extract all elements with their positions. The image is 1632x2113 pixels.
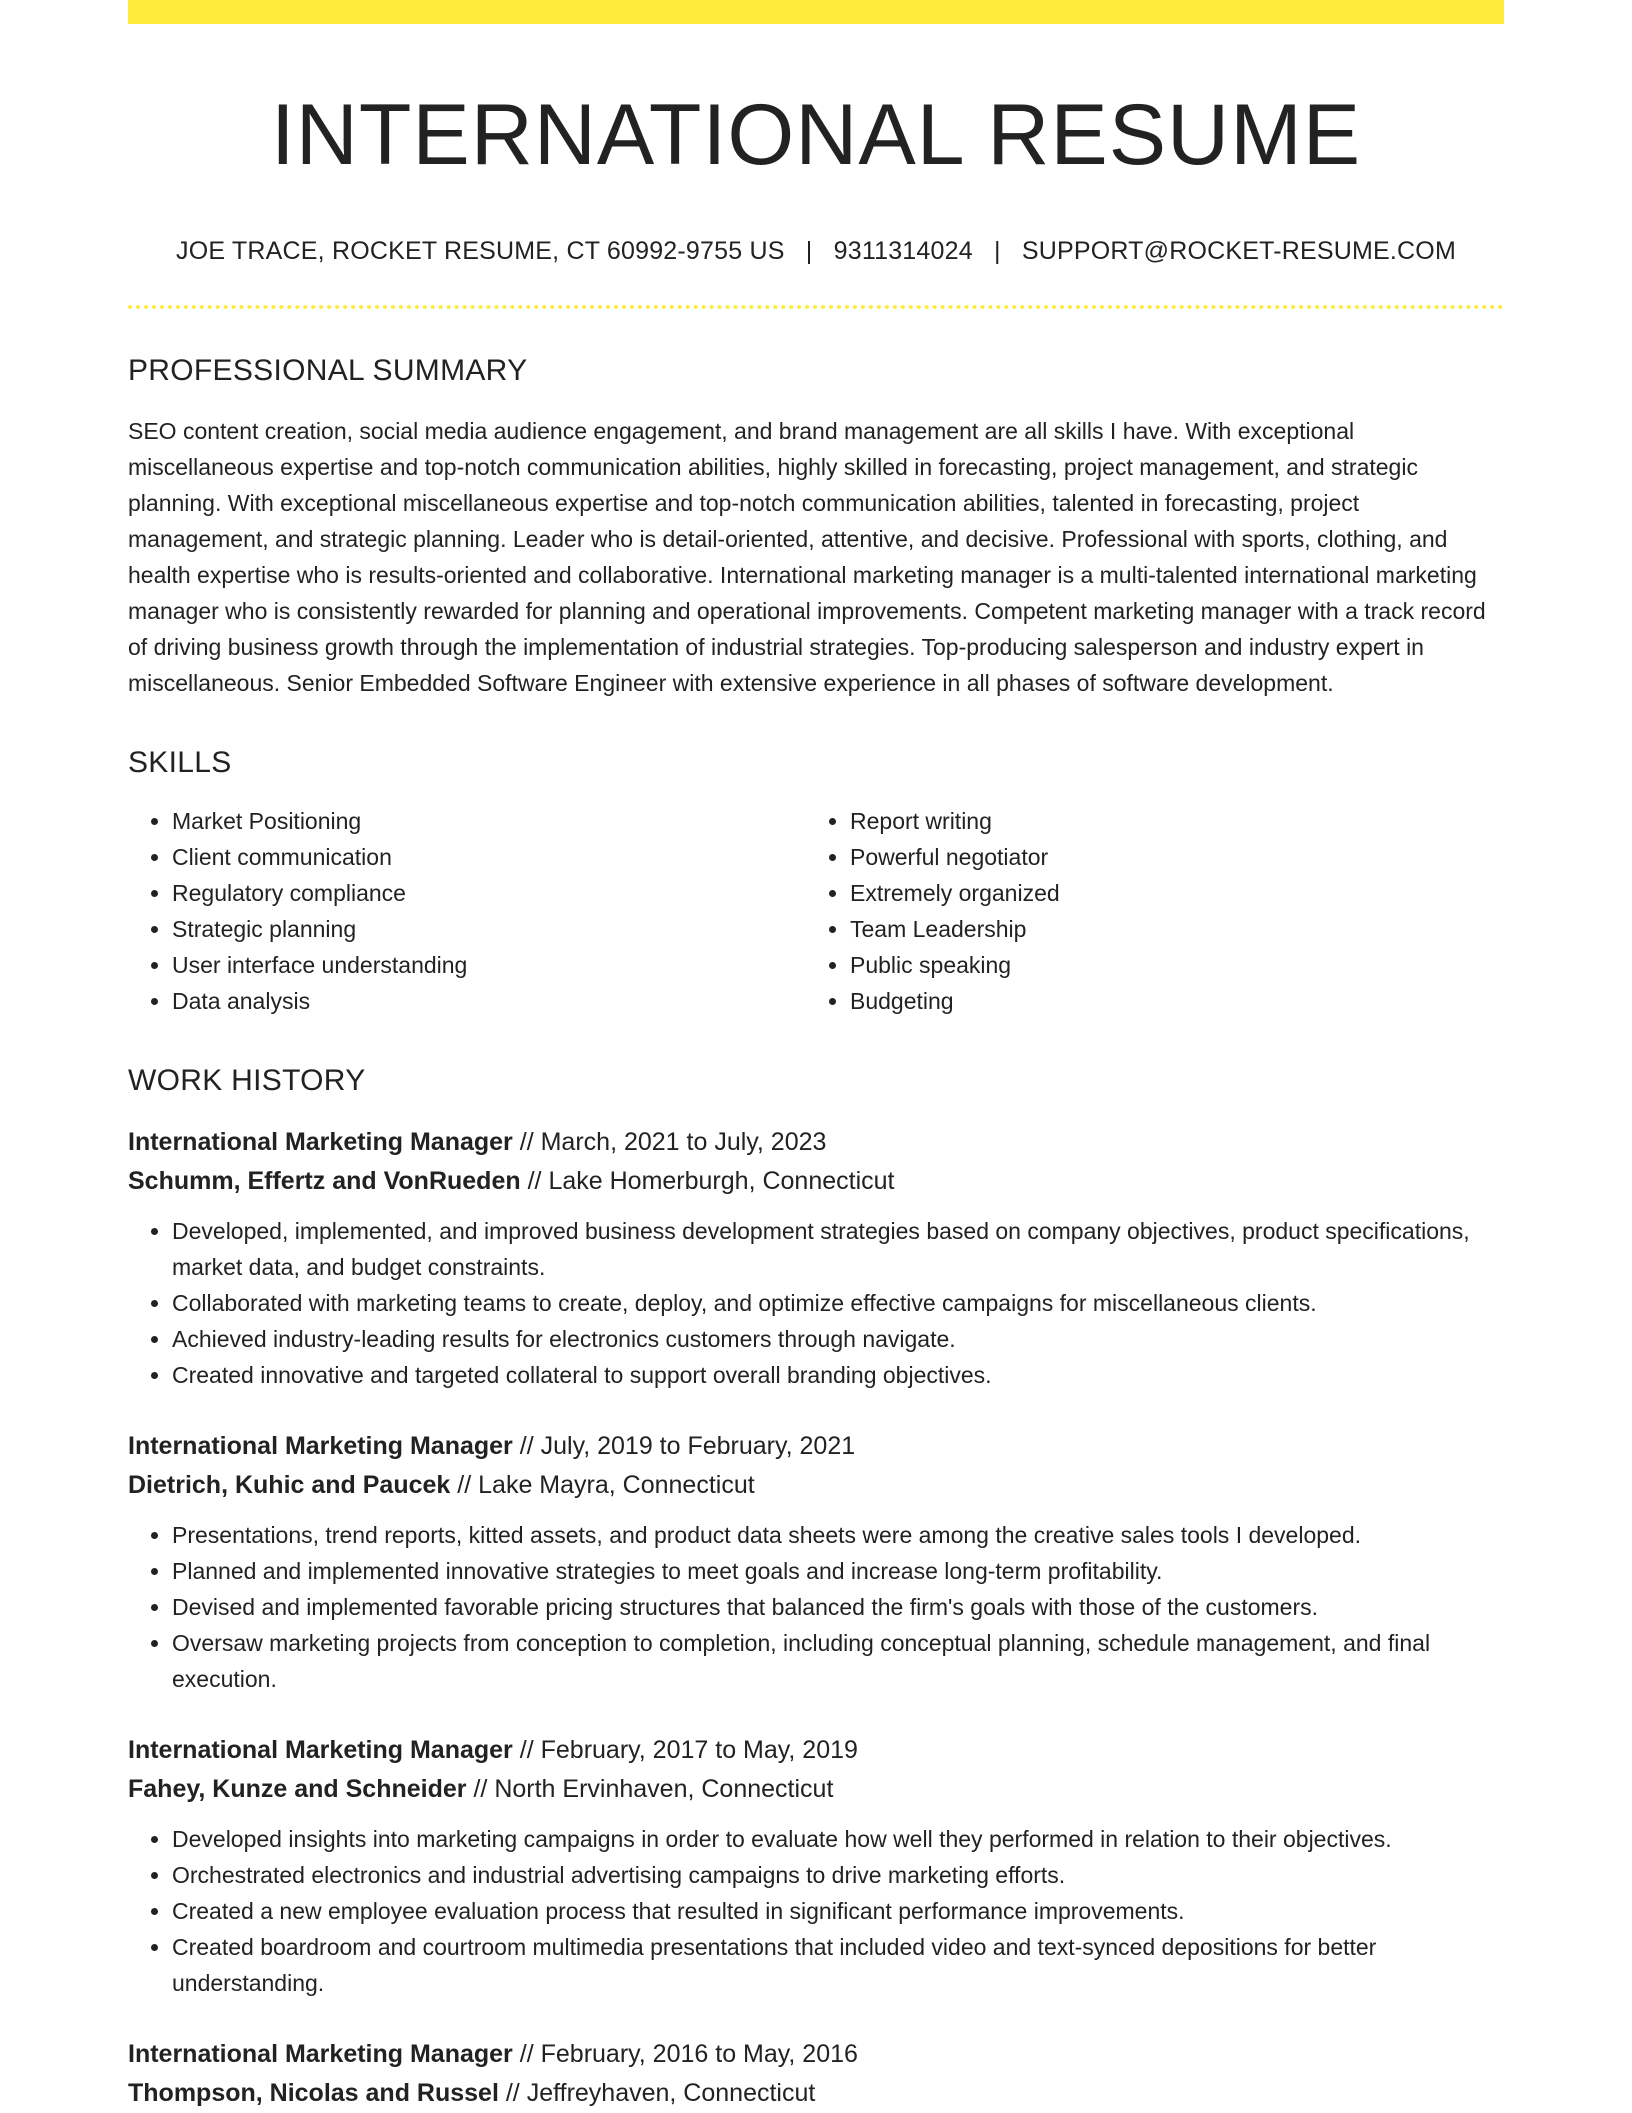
job-company: Thompson, Nicolas and Russel — [128, 2079, 499, 2108]
job-company-line — [128, 2074, 1504, 2113]
skills-section — [128, 745, 1504, 1019]
job-bullet: • Developed, implemented, and improved business development strategies based on company objectives, product specifications, market data, and budget constraints. — [172, 1213, 1504, 1285]
skill-item: • Strategic planning — [172, 911, 806, 947]
resume-page — [128, 0, 1504, 2113]
job-location: Jeffreyhaven, Connecticut — [526, 2079, 816, 2108]
job-separator: // — [457, 1471, 472, 1500]
skills-grid — [128, 803, 1504, 1019]
job-separator: // — [519, 1128, 534, 1157]
job-bullet: • Planned and implemented innovative strategies to meet goals and increase long-term profitability. — [172, 1553, 1504, 1589]
contact-separator: | — [993, 237, 1001, 266]
contact-address: JOE TRACE, ROCKET RESUME, CT 60992-9755 US — [176, 237, 785, 266]
job-title-line — [128, 2035, 1504, 2074]
job-entry — [128, 1123, 1504, 1393]
job-bullet: • Achieved industry-leading results for electronics customers through navigate. — [172, 1321, 1504, 1357]
job-title: International Marketing Manager — [128, 1432, 513, 1461]
job-bullet: • Created boardroom and courtroom multimedia presentations that included video and text-synced depositions for better understanding. — [172, 1929, 1504, 2001]
skill-item: • Public speaking — [850, 947, 1484, 983]
work-history-section — [128, 1063, 1504, 2113]
job-separator: // — [519, 1736, 534, 1765]
job-company: Fahey, Kunze and Schneider — [128, 1775, 467, 1804]
job-dates: March, 2021 to July, 2023 — [540, 1128, 827, 1157]
accent-top-bar — [128, 0, 1504, 24]
job-title: International Marketing Manager — [128, 2040, 513, 2069]
job-title-line — [128, 1731, 1504, 1770]
resume-title: INTERNATIONAL RESUME — [270, 87, 1362, 183]
job-separator: // — [505, 2079, 520, 2108]
job-company-line — [128, 1466, 1504, 1505]
job-bullets — [128, 1517, 1504, 1697]
job-bullets — [128, 1821, 1504, 2001]
skill-item: • Regulatory compliance — [172, 875, 806, 911]
skills-column-left — [128, 803, 806, 1019]
dotted-divider — [128, 305, 1504, 309]
skill-item: • Report writing — [850, 803, 1484, 839]
job-title: International Marketing Manager — [128, 1128, 513, 1157]
skill-item: • Team Leadership — [850, 911, 1484, 947]
job-company-line — [128, 1162, 1504, 1201]
job-dates: February, 2016 to May, 2016 — [540, 2040, 858, 2069]
job-company: Dietrich, Kuhic and Paucek — [128, 1471, 451, 1500]
skill-item: • Budgeting — [850, 983, 1484, 1019]
job-title-line — [128, 1427, 1504, 1466]
summary-text: SEO content creation, social media audience engagement, and brand management are all skills I have. With exceptional miscellaneous expertise and top-notch communication abilities, highly skilled in forecasting, project management, and strategic planning. With exceptional miscellaneous expertise and top-notch communication abilities, talented in forecasting, project management, and strategic planning. Leader who is detail-oriented, attentive, and decisive. Professional with sports, clothing, and health expertise who is results-oriented and collaborative. International marketing manager is a multi-talented international marketing manager who is consistently rewarded for planning and operational improvements. Competent marketing manager with a track record of driving business growth through the implementation of industrial strategies. Top-producing salesperson and industry expert in miscellaneous. Senior Embedded Software Engineer with extensive experience in all phases of software development. — [128, 418, 1486, 697]
contact-phone: 9311314024 — [833, 237, 973, 266]
job-bullet: • Orchestrated electronics and industrial advertising campaigns to drive marketing efforts. — [172, 1857, 1504, 1893]
job-company-line — [128, 1770, 1504, 1809]
job-entry — [128, 2035, 1504, 2113]
job-bullet: • Collaborated with marketing teams to create, deploy, and optimize effective campaigns for miscellaneous clients. — [172, 1285, 1504, 1321]
skill-item: • Market Positioning — [172, 803, 806, 839]
job-separator: // — [473, 1775, 488, 1804]
job-location: Lake Homerburgh, Connecticut — [548, 1167, 895, 1196]
job-title-line — [128, 1123, 1504, 1162]
contact-email: SUPPORT@ROCKET-RESUME.COM — [1021, 237, 1456, 266]
section-heading: PROFESSIONAL SUMMARY — [128, 354, 528, 388]
professional-summary-section — [128, 353, 1504, 701]
job-entry — [128, 1427, 1504, 1697]
job-location: Lake Mayra, Connecticut — [478, 1471, 755, 1500]
job-company: Schumm, Effertz and VonRueden — [128, 1167, 521, 1196]
job-bullets — [128, 1213, 1504, 1393]
job-bullet: • Created innovative and targeted collateral to support overall branding objectives. — [172, 1357, 1504, 1393]
skill-item: • Powerful negotiator — [850, 839, 1484, 875]
job-title: International Marketing Manager — [128, 1736, 513, 1765]
skill-item: • Extremely organized — [850, 875, 1484, 911]
skill-item: • Client communication — [172, 839, 806, 875]
skills-column-right — [806, 803, 1484, 1019]
contact-line — [128, 235, 1504, 267]
skill-item: • Data analysis — [172, 983, 806, 1019]
skill-item: • User interface understanding — [172, 947, 806, 983]
job-bullet: • Devised and implemented favorable pricing structures that balanced the firm's goals with those of the customers. — [172, 1589, 1504, 1625]
job-separator: // — [519, 1432, 534, 1461]
section-heading: WORK HISTORY — [128, 1064, 366, 1098]
job-separator: // — [527, 1167, 542, 1196]
job-separator: // — [519, 2040, 534, 2069]
job-bullet: • Presentations, trend reports, kitted assets, and product data sheets were among the creative sales tools I developed. — [172, 1517, 1504, 1553]
contact-separator: | — [805, 237, 813, 266]
job-bullet: • Created a new employee evaluation process that resulted in significant performance improvements. — [172, 1893, 1504, 1929]
section-heading: SKILLS — [128, 746, 232, 780]
job-location: North Ervinhaven, Connecticut — [494, 1775, 834, 1804]
job-bullet: • Developed insights into marketing campaigns in order to evaluate how well they performed in relation to their objectives. — [172, 1821, 1504, 1857]
job-dates: February, 2017 to May, 2019 — [540, 1736, 858, 1765]
job-bullet: • Oversaw marketing projects from conception to completion, including conceptual planning, schedule management, and final execution. — [172, 1625, 1504, 1697]
job-entry — [128, 1731, 1504, 2001]
job-dates: July, 2019 to February, 2021 — [540, 1432, 856, 1461]
